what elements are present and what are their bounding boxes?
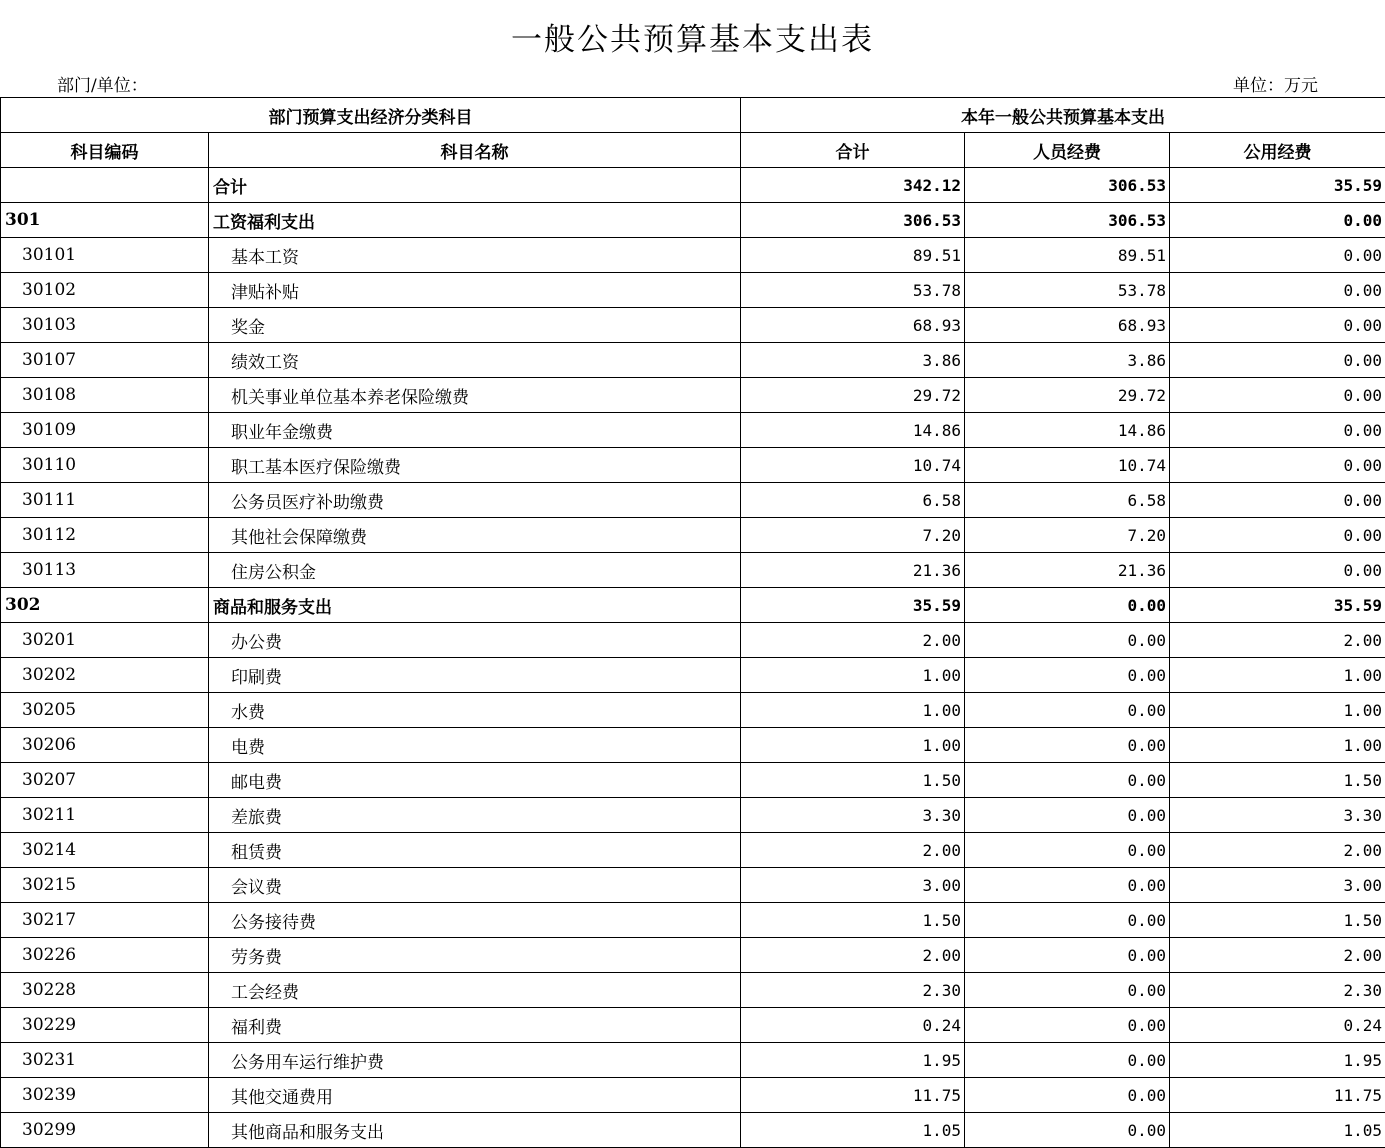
row-name: 电费: [209, 728, 741, 763]
row-name: 绩效工资: [209, 343, 741, 378]
row-public: 35.59: [1170, 168, 1385, 203]
row-name: 津贴补贴: [209, 273, 741, 308]
row-name: 工资福利支出: [209, 203, 741, 238]
row-code: 30113: [1, 553, 209, 588]
row-personnel: 0.00: [965, 623, 1170, 658]
row-code: 30215: [1, 868, 209, 903]
row-code: 30103: [1, 308, 209, 343]
row-personnel: 29.72: [965, 378, 1170, 413]
row-total: 3.30: [741, 798, 965, 833]
row-personnel: 0.00: [965, 798, 1170, 833]
row-name: 基本工资: [209, 238, 741, 273]
header-name: 科目名称: [209, 133, 741, 168]
row-public: 0.00: [1170, 553, 1385, 588]
row-total: 11.75: [741, 1078, 965, 1113]
row-name: 其他社会保障缴费: [209, 518, 741, 553]
row-total: 53.78: [741, 273, 965, 308]
table-row: [1, 413, 1385, 448]
row-code: 30299: [1, 1113, 209, 1148]
row-personnel: 53.78: [965, 273, 1170, 308]
row-name: 劳务费: [209, 938, 741, 973]
row-total: 2.00: [741, 833, 965, 868]
row-public: 0.00: [1170, 413, 1385, 448]
row-total: 7.20: [741, 518, 965, 553]
budget-table: [0, 97, 1385, 1148]
row-public: 2.00: [1170, 623, 1385, 658]
row-public: 0.00: [1170, 518, 1385, 553]
page-title: 一般公共预算基本支出表: [511, 22, 874, 58]
row-personnel: 0.00: [965, 693, 1170, 728]
row-public: 3.30: [1170, 798, 1385, 833]
row-total: 342.12: [741, 168, 965, 203]
row-total: 1.05: [741, 1113, 965, 1148]
unit-label: 单位：万元: [1233, 76, 1318, 96]
header-group-right: 本年一般公共预算基本支出: [741, 98, 1385, 133]
row-name: 合计: [209, 168, 741, 203]
table-row: [1, 588, 1385, 623]
table-row: [1, 553, 1385, 588]
table-row: [1, 763, 1385, 798]
row-personnel: 0.00: [965, 868, 1170, 903]
row-public: 0.24: [1170, 1008, 1385, 1043]
row-total: 68.93: [741, 308, 965, 343]
row-personnel: 306.53: [965, 168, 1170, 203]
row-personnel: 306.53: [965, 203, 1170, 238]
row-code: 30111: [1, 483, 209, 518]
row-personnel: 7.20: [965, 518, 1170, 553]
row-name: 福利费: [209, 1008, 741, 1043]
table-row: [1, 203, 1385, 238]
row-name: 机关事业单位基本养老保险缴费: [209, 378, 741, 413]
row-code: 30201: [1, 623, 209, 658]
row-personnel: 0.00: [965, 763, 1170, 798]
table-row: [1, 238, 1385, 273]
row-code: 30107: [1, 343, 209, 378]
row-public: 2.00: [1170, 938, 1385, 973]
header-code: 科目编码: [1, 133, 209, 168]
row-personnel: 0.00: [965, 833, 1170, 868]
row-code: 30102: [1, 273, 209, 308]
row-public: 0.00: [1170, 483, 1385, 518]
table-row: [1, 623, 1385, 658]
row-code: 30207: [1, 763, 209, 798]
row-total: 3.86: [741, 343, 965, 378]
row-public: 1.05: [1170, 1113, 1385, 1148]
row-personnel: 0.00: [965, 728, 1170, 763]
row-name: 差旅费: [209, 798, 741, 833]
row-name: 公务员医疗补助缴费: [209, 483, 741, 518]
row-code: 30211: [1, 798, 209, 833]
row-public: 0.00: [1170, 238, 1385, 273]
row-code: 30101: [1, 238, 209, 273]
row-total: 6.58: [741, 483, 965, 518]
row-name: 邮电费: [209, 763, 741, 798]
row-total: 1.50: [741, 763, 965, 798]
row-total: 2.00: [741, 938, 965, 973]
row-public: 35.59: [1170, 588, 1385, 623]
table-body: [1, 168, 1385, 1148]
table-row: [1, 868, 1385, 903]
row-name: 职业年金缴费: [209, 413, 741, 448]
row-code: 30239: [1, 1078, 209, 1113]
row-code: 30109: [1, 413, 209, 448]
row-code: 30202: [1, 658, 209, 693]
row-total: 29.72: [741, 378, 965, 413]
row-code: 30217: [1, 903, 209, 938]
row-code: 30108: [1, 378, 209, 413]
row-name: 住房公积金: [209, 553, 741, 588]
row-public: 0.00: [1170, 273, 1385, 308]
table-row: [1, 308, 1385, 343]
row-total: 35.59: [741, 588, 965, 623]
row-personnel: 10.74: [965, 448, 1170, 483]
row-name: 商品和服务支出: [209, 588, 741, 623]
row-code: 301: [1, 203, 209, 238]
row-public: 1.50: [1170, 763, 1385, 798]
row-public: 0.00: [1170, 343, 1385, 378]
row-public: 3.00: [1170, 868, 1385, 903]
row-total: 1.50: [741, 903, 965, 938]
row-public: 2.30: [1170, 973, 1385, 1008]
row-total: 10.74: [741, 448, 965, 483]
table-row: [1, 1113, 1385, 1148]
row-name: 印刷费: [209, 658, 741, 693]
row-total: 1.95: [741, 1043, 965, 1078]
row-total: 14.86: [741, 413, 965, 448]
row-name: 奖金: [209, 308, 741, 343]
table-row: [1, 168, 1385, 203]
row-personnel: 0.00: [965, 938, 1170, 973]
row-total: 3.00: [741, 868, 965, 903]
row-total: 1.00: [741, 658, 965, 693]
row-name: 职工基本医疗保险缴费: [209, 448, 741, 483]
row-name: 其他商品和服务支出: [209, 1113, 741, 1148]
row-code: 30110: [1, 448, 209, 483]
row-public: 1.00: [1170, 693, 1385, 728]
row-public: 0.00: [1170, 448, 1385, 483]
row-personnel: 0.00: [965, 588, 1170, 623]
row-code: 30228: [1, 973, 209, 1008]
row-public: 0.00: [1170, 308, 1385, 343]
table-row: [1, 378, 1385, 413]
row-public: 1.00: [1170, 658, 1385, 693]
header-group-row: [1, 98, 1385, 133]
row-code: [1, 168, 209, 203]
row-code: 30214: [1, 833, 209, 868]
table-row: [1, 518, 1385, 553]
row-code: 30206: [1, 728, 209, 763]
row-total: 306.53: [741, 203, 965, 238]
table-row: [1, 728, 1385, 763]
row-name: 水费: [209, 693, 741, 728]
row-name: 会议费: [209, 868, 741, 903]
row-code: 30205: [1, 693, 209, 728]
row-total: 2.00: [741, 623, 965, 658]
table-row: [1, 1008, 1385, 1043]
table-row: [1, 448, 1385, 483]
row-name: 办公费: [209, 623, 741, 658]
row-personnel: 0.00: [965, 903, 1170, 938]
row-code: 30226: [1, 938, 209, 973]
table-row: [1, 1078, 1385, 1113]
table-row: [1, 1043, 1385, 1078]
row-code: 30112: [1, 518, 209, 553]
table-row: [1, 798, 1385, 833]
row-public: 1.95: [1170, 1043, 1385, 1078]
header-public: 公用经费: [1170, 133, 1385, 168]
row-name: 公务用车运行维护费: [209, 1043, 741, 1078]
row-total: 1.00: [741, 693, 965, 728]
row-personnel: 89.51: [965, 238, 1170, 273]
row-public: 1.00: [1170, 728, 1385, 763]
table-row: [1, 833, 1385, 868]
row-personnel: 0.00: [965, 973, 1170, 1008]
row-personnel: 0.00: [965, 658, 1170, 693]
table-row: [1, 938, 1385, 973]
header-total: 合计: [741, 133, 965, 168]
row-personnel: 0.00: [965, 1008, 1170, 1043]
table-row: [1, 693, 1385, 728]
table-row: [1, 903, 1385, 938]
row-personnel: 0.00: [965, 1078, 1170, 1113]
row-personnel: 0.00: [965, 1113, 1170, 1148]
row-public: 0.00: [1170, 378, 1385, 413]
row-personnel: 3.86: [965, 343, 1170, 378]
row-name: 公务接待费: [209, 903, 741, 938]
row-public: 1.50: [1170, 903, 1385, 938]
row-name: 租赁费: [209, 833, 741, 868]
row-public: 11.75: [1170, 1078, 1385, 1113]
row-total: 21.36: [741, 553, 965, 588]
table-row: [1, 973, 1385, 1008]
header-personnel: 人员经费: [965, 133, 1170, 168]
row-code: 302: [1, 588, 209, 623]
header-column-row: [1, 133, 1385, 168]
row-personnel: 14.86: [965, 413, 1170, 448]
row-code: 30229: [1, 1008, 209, 1043]
row-total: 0.24: [741, 1008, 965, 1043]
table-row: [1, 343, 1385, 378]
row-name: 工会经费: [209, 973, 741, 1008]
header-group-left: 部门预算支出经济分类科目: [1, 98, 741, 133]
row-total: 2.30: [741, 973, 965, 1008]
row-public: 0.00: [1170, 203, 1385, 238]
table-row: [1, 483, 1385, 518]
row-personnel: 21.36: [965, 553, 1170, 588]
row-personnel: 68.93: [965, 308, 1170, 343]
table-row: [1, 273, 1385, 308]
row-personnel: 6.58: [965, 483, 1170, 518]
dept-label: 部门/单位：: [57, 76, 148, 96]
row-personnel: 0.00: [965, 1043, 1170, 1078]
row-total: 89.51: [741, 238, 965, 273]
row-public: 2.00: [1170, 833, 1385, 868]
row-code: 30231: [1, 1043, 209, 1078]
table-row: [1, 658, 1385, 693]
row-name: 其他交通费用: [209, 1078, 741, 1113]
row-total: 1.00: [741, 728, 965, 763]
